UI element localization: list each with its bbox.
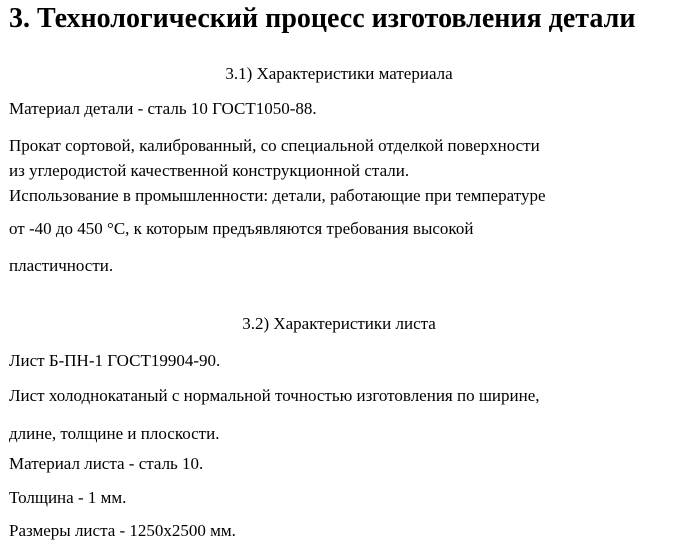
paragraph-line-ispolzovanie-1: Использование в промышленности: детали, работающие при температуре — [9, 186, 546, 205]
paragraph-line-list-gost: Лист Б-ПН-1 ГОСТ19904-90. — [9, 351, 221, 370]
paragraph-line-ispolzovanie-2: от -40 до 450 °С, к которым предъявляются требования высокой — [9, 219, 474, 238]
paragraph-line-prokat-1: Прокат сортовой, калиброванный, со специальной отделкой поверхности — [9, 136, 540, 155]
document-title: 3. Технологический процесс изготовления детали — [9, 3, 636, 34]
paragraph-line-ispolzovanie-3: пластичности. — [9, 256, 114, 275]
paragraph-line-material-detali: Материал детали - сталь 10 ГОСТ1050-88. — [9, 99, 317, 118]
paragraph-line-tolshchina: Толщина - 1 мм. — [9, 488, 127, 507]
paragraph-line-material-lista: Материал листа - сталь 10. — [9, 454, 204, 473]
section-heading-3-2: 3.2) Характеристики листа — [242, 314, 436, 333]
paragraph-line-holodnokatanyj-2: длине, толщине и плоскости. — [9, 424, 220, 443]
paragraph-line-prokat-2: из углеродистой качественной конструкционной стали. — [9, 161, 410, 180]
paragraph-line-razmery-lista: Размеры листа - 1250х2500 мм. — [9, 521, 236, 540]
section-heading-3-1: 3.1) Характеристики материала — [225, 64, 453, 83]
paragraph-line-holodnokatanyj-1: Лист холоднокатаный с нормальной точностью изготовления по ширине, — [9, 386, 540, 405]
